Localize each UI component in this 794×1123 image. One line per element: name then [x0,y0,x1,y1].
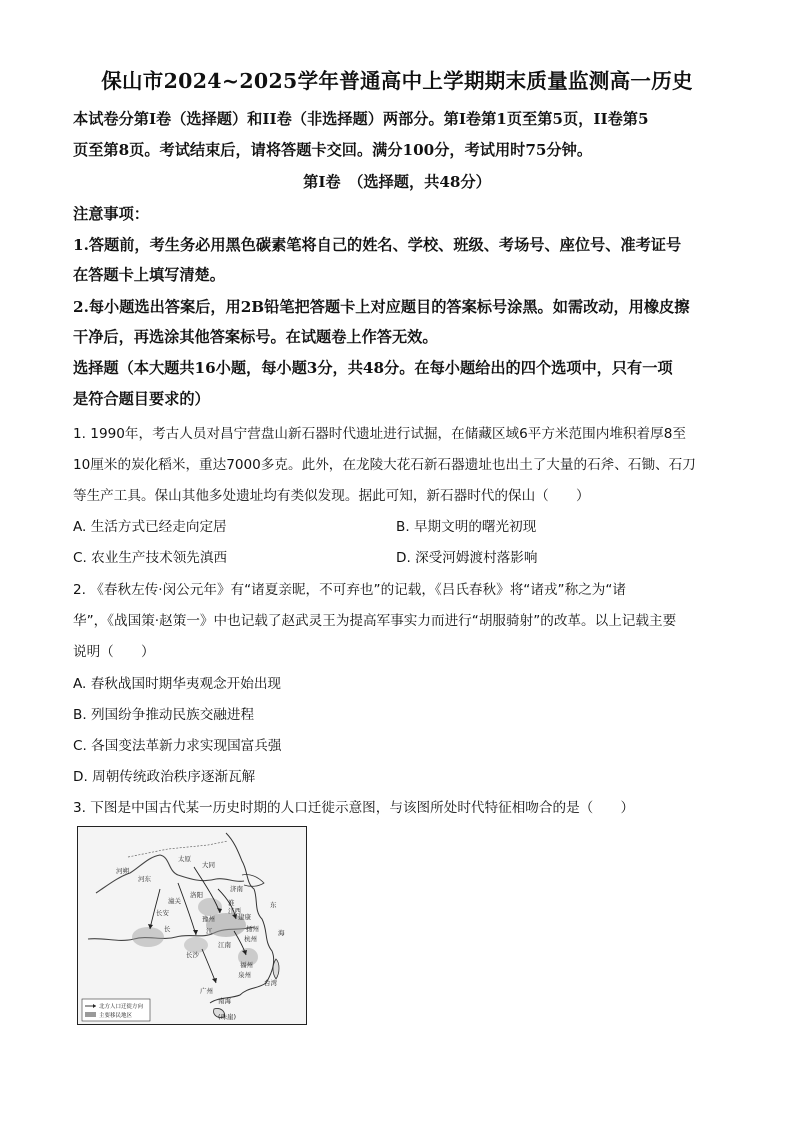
map-label-taiyuan: 太原 [178,855,191,863]
choice-intro-line-1: 选择题（本大题共16小题，每小题3分，共48分。在每小题给出的四个选项中，只有一项 [73,359,673,377]
map-label-heshuo: 河朔 [116,867,129,875]
map-label-luoyang: 洛阳 [190,891,203,899]
section-title: 第Ⅰ卷 （选择题，共48分） [303,173,491,191]
map-label-jianye: 建康 [238,913,251,921]
note-line-3: 2.每小题选出答案后，用2B铅笔把答题卡上对应题目的答案标号涂黑。如需改动，用橡皮擦 [73,298,690,316]
map-label-jiangxi: 江西 [228,907,241,915]
map-label-zhuyai: (珠崖) [218,1013,237,1021]
q3-stem: 3. 下图是中国古代某一历史时期的人口迁徙示意图，与该图所处时代特征相吻合的是（ ） [73,800,635,816]
note-line-2: 在答题卡上填写清楚。 [73,266,225,284]
migration-arrow-6 [202,949,216,983]
settlement-area-jianghuai [198,898,222,916]
q1-stem-line-3: 等生产工具。保山其他多处遗址均有类似发现。据此可知，新石器时代的保山（ ） [73,488,590,504]
map-label-datong: 大同 [202,861,215,869]
q1-option-a[interactable]: A. 生活方式已经走向定居 [73,519,227,535]
shandong-peninsula [242,874,264,886]
map-label-guangzhou: 广州 [200,987,213,995]
q1-stem-line-1: 1. 1990年，考古人员对昌宁营盘山新石器时代遗址进行试掘，在储藏区域6平方米范围内堆积着厚8至 [73,426,686,442]
intro-line-1: 本试卷分第Ⅰ卷（选择题）和II卷（非选择题）两部分。第Ⅰ卷第1页至第5页，II卷第5 [73,110,649,128]
q1-option-c[interactable]: C. 农业生产技术领先滇西 [73,550,228,566]
map-label-taiwan: 台湾 [264,979,277,987]
map-label-dong: 东 [270,901,277,909]
map-label-changsha: 长沙 [186,951,199,959]
map-label-tongguan: 潼关 [168,897,181,905]
map-label-chang-an: 长安 [156,909,169,917]
legend-migration-direction: 北方人口迁徙方向 [99,1004,144,1010]
map-label-quanzhou: 泉州 [238,971,251,979]
legend-area-swatch [85,1012,96,1017]
migration-map-svg [78,827,306,1024]
q2-option-c[interactable]: C. 各国变法革新力求实现国富兵强 [73,738,282,754]
intro-line-2: 页至第8页。考试结束后，请将答题卡交回。满分100分，考试用时75分钟。 [73,141,593,159]
map-label-huai: 淮 [228,899,235,907]
map-label-jiangnan: 江南 [218,941,231,949]
map-label-hedong: 河东 [138,875,151,883]
note-line-1: 1.答题前，考生务必用黑色碳素笔将自己的姓名、学校、班级、考场号、座位号、准考证号 [73,236,682,254]
migration-map [77,826,307,1025]
map-label-nanhai: 南海 [218,997,231,1005]
map-label-yuzhou: 豫州 [202,915,215,923]
map-label-jiang: 江 [206,927,213,935]
q1-option-d[interactable]: D. 深受河姆渡村落影响 [396,550,538,566]
q2-stem-line-1: 2. 《春秋左传·闵公元年》有“诸夏亲昵，不可弃也”的记载，《吕氏春秋》将“诸戎”称之为“诸 [73,582,626,598]
map-label-yangzhou: 扬州 [246,925,259,933]
q2-option-b[interactable]: B. 列国纷争推动民族交融进程 [73,707,255,723]
q2-stem-line-2: 华”，《战国策·赵策一》中也记载了赵武灵王为提高军事实力而进行“胡服骑射”的改革。以上记载主要 [73,613,677,629]
notes-heading: 注意事项： [73,205,149,223]
q1-option-b[interactable]: B. 早期文明的曙光初现 [396,519,537,535]
map-label-hangzhou: 杭州 [244,935,257,943]
page-title: 保山市2024~2025学年普通高中上学期期末质量监测高一历史 [101,69,693,93]
arrow-head-6 [212,978,217,983]
q1-stem-line-2: 10厘米的炭化稻米，重达7000多克。此外，在龙陵大花石新石器遗址也出土了大量的石斧、石锄、石刀 [73,457,696,473]
map-label-jinan: 济南 [230,885,243,893]
choice-intro-line-2: 是符合题目要求的） [73,390,210,408]
map-label-hai: 海 [278,929,285,937]
map-label-fuzhou: 福州 [240,961,253,969]
legend-settlement-area: 主要移民地区 [99,1013,133,1019]
note-line-4: 干净后，再选涂其他答案标号。在试题卷上作答无效。 [73,328,438,346]
q2-option-a[interactable]: A. 春秋战国时期华夷观念开始出现 [73,676,282,692]
map-label-chang: 长 [164,925,171,933]
q2-stem-line-3: 说明（ ） [73,644,155,660]
settlement-area-sichuan [132,927,164,947]
q2-option-d[interactable]: D. 周朝传统政治秩序逐渐瓦解 [73,769,256,785]
